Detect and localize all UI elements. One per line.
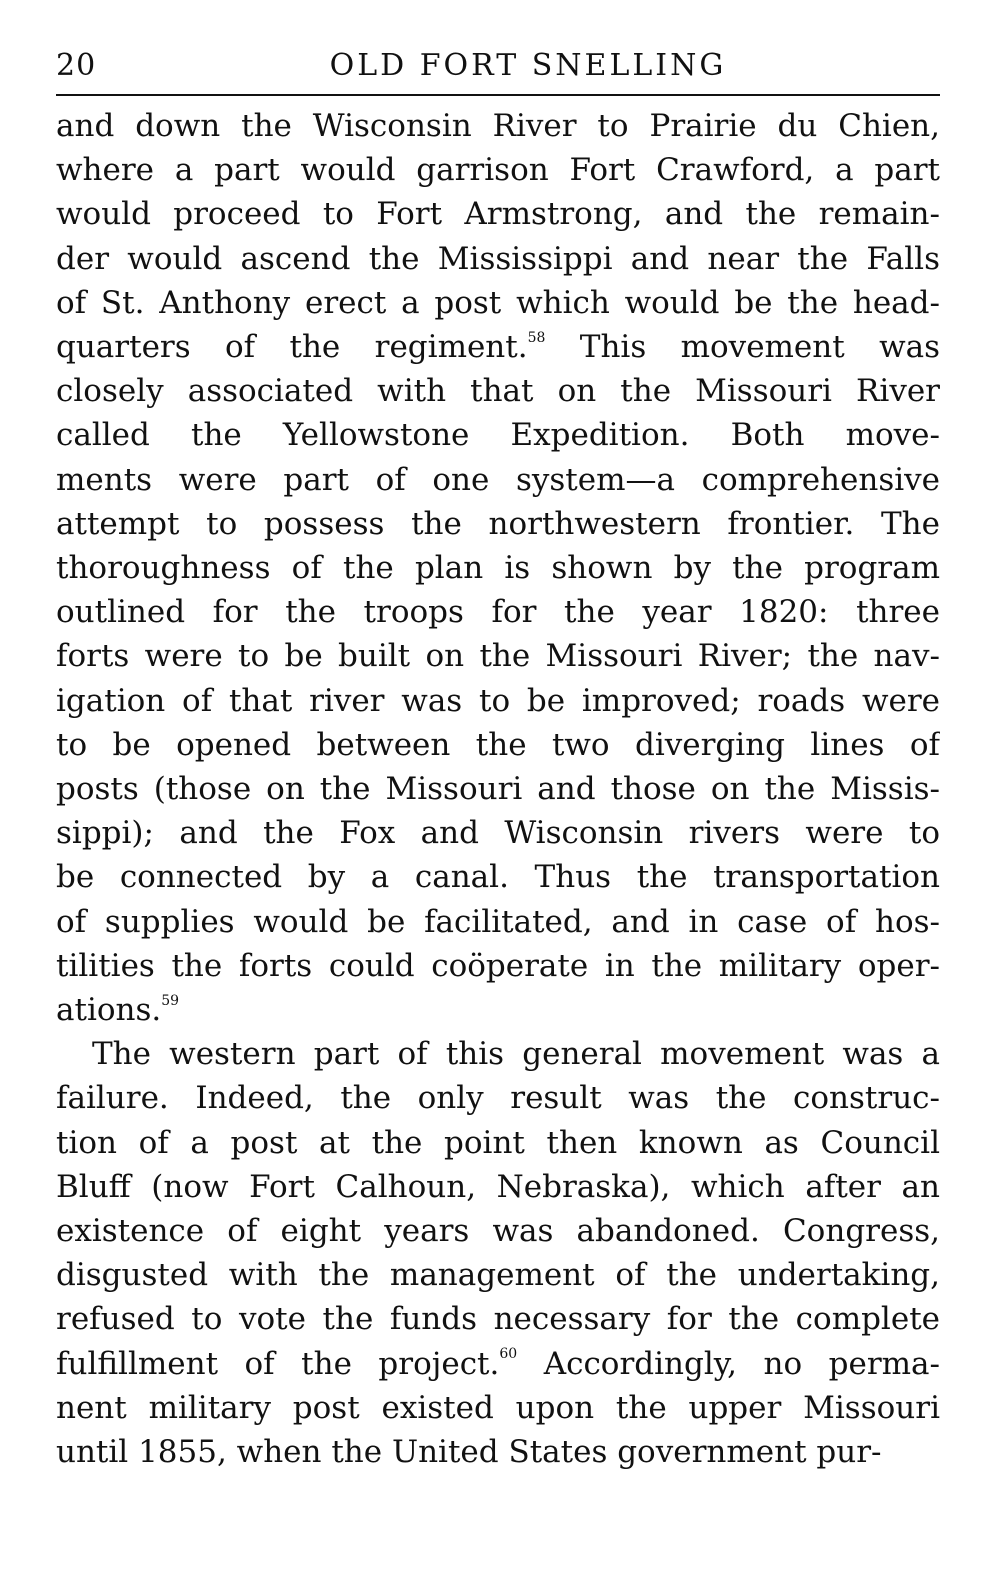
footnote-reference: 58: [527, 329, 546, 346]
text-line: [56, 988, 940, 1032]
footnote-reference: 60: [499, 1346, 518, 1363]
text-line: [56, 546, 940, 590]
text-line: [56, 369, 940, 413]
line-text: thoroughness of the plan is shown by the program: [56, 550, 940, 587]
paragraph: [56, 1032, 940, 1474]
line-text: quarters of the regiment.: [56, 329, 528, 366]
line-text: existence of eight years was abandoned. Congress,: [56, 1213, 940, 1250]
line-text: Bluff (now Fort Calhoun, Nebraska), which after an: [56, 1168, 940, 1205]
line-text-continued: This movement was: [545, 329, 940, 366]
text-line: [56, 1209, 940, 1253]
text-line: [56, 325, 940, 369]
text-line: [56, 413, 940, 457]
line-text: disgusted with the management of the undertaking,: [56, 1257, 940, 1294]
line-text: nent military post existed upon the upper Missouri: [56, 1389, 940, 1426]
text-line: [56, 104, 940, 148]
line-text: der would ascend the Mississippi and near the Falls: [56, 240, 940, 277]
line-text: The western part of this general movement was a: [92, 1036, 940, 1073]
line-text: closely associated with that on the Missouri River: [56, 373, 940, 410]
text-line: [56, 900, 940, 944]
line-text: where a part would garrison Fort Crawford, a part: [56, 152, 940, 189]
paragraph: [56, 104, 940, 1032]
text-line: [56, 192, 940, 236]
text-line: [56, 281, 940, 325]
line-text: ations.: [56, 992, 162, 1029]
text-line: [56, 1253, 940, 1297]
text-line: [56, 723, 940, 767]
text-line: [56, 1032, 940, 1076]
text-line: [56, 458, 940, 502]
line-text-continued: Accordingly, no perma-: [517, 1345, 940, 1382]
line-text: forts were to be built on the Missouri River; the nav-: [56, 638, 940, 675]
line-text: sippi); and the Fox and Wisconsin rivers were to: [56, 815, 940, 852]
text-line: [56, 944, 940, 988]
text-line: [56, 679, 940, 723]
text-line: [56, 502, 940, 546]
text-line: [56, 855, 940, 899]
text-line: [56, 634, 940, 678]
line-text: posts (those on the Missouri and those on the Missis-: [56, 771, 940, 808]
line-text: to be opened between the two diverging lines of: [56, 726, 940, 763]
footnote-reference: 59: [161, 992, 180, 1009]
line-text: igation of that river was to be improved; roads were: [56, 682, 940, 719]
line-text: refused to vote the funds necessary for the complete: [56, 1301, 940, 1338]
header-rule: [56, 94, 940, 96]
text-line: [56, 1342, 940, 1386]
line-text: called the Yellowstone Expedition. Both move-: [56, 417, 940, 454]
text-line: [56, 148, 940, 192]
text-line: [56, 590, 940, 634]
line-text: outlined for the troops for the year 1820: three: [56, 594, 940, 631]
line-text: failure. Indeed, the only result was the construc-: [56, 1080, 940, 1117]
line-text: of supplies would be facilitated, and in case of hos-: [56, 903, 940, 940]
text-line: [56, 1297, 940, 1341]
book-page: [56, 40, 940, 1474]
body-text: [56, 104, 940, 1474]
text-line: [56, 1430, 940, 1474]
text-line: [56, 1076, 940, 1120]
line-text: tion of a post at the point then known as Council: [56, 1124, 940, 1161]
running-head: [56, 40, 940, 92]
text-line: [56, 1386, 940, 1430]
line-text: and down the Wisconsin River to Prairie du Chien,: [56, 108, 940, 144]
line-text: ments were part of one system—a comprehensive: [56, 461, 940, 498]
line-text: of St. Anthony erect a post which would be the head-: [56, 284, 940, 321]
page-number: 20: [56, 48, 97, 83]
line-text: tilities the forts could coöperate in the military oper-: [56, 947, 940, 984]
text-line: [56, 811, 940, 855]
running-title: OLD FORT SNELLING: [329, 48, 727, 83]
text-line: [56, 1121, 940, 1165]
text-line: [56, 767, 940, 811]
text-line: [56, 237, 940, 281]
line-text: attempt to possess the northwestern frontier. The: [56, 505, 940, 542]
text-line: [56, 1165, 940, 1209]
line-text: fulfillment of the project.: [56, 1345, 500, 1382]
line-text: would proceed to Fort Armstrong, and the remain-: [56, 196, 940, 233]
line-text: until 1855, when the United States government pur-: [56, 1434, 882, 1471]
line-text: be connected by a canal. Thus the transportation: [56, 859, 940, 896]
